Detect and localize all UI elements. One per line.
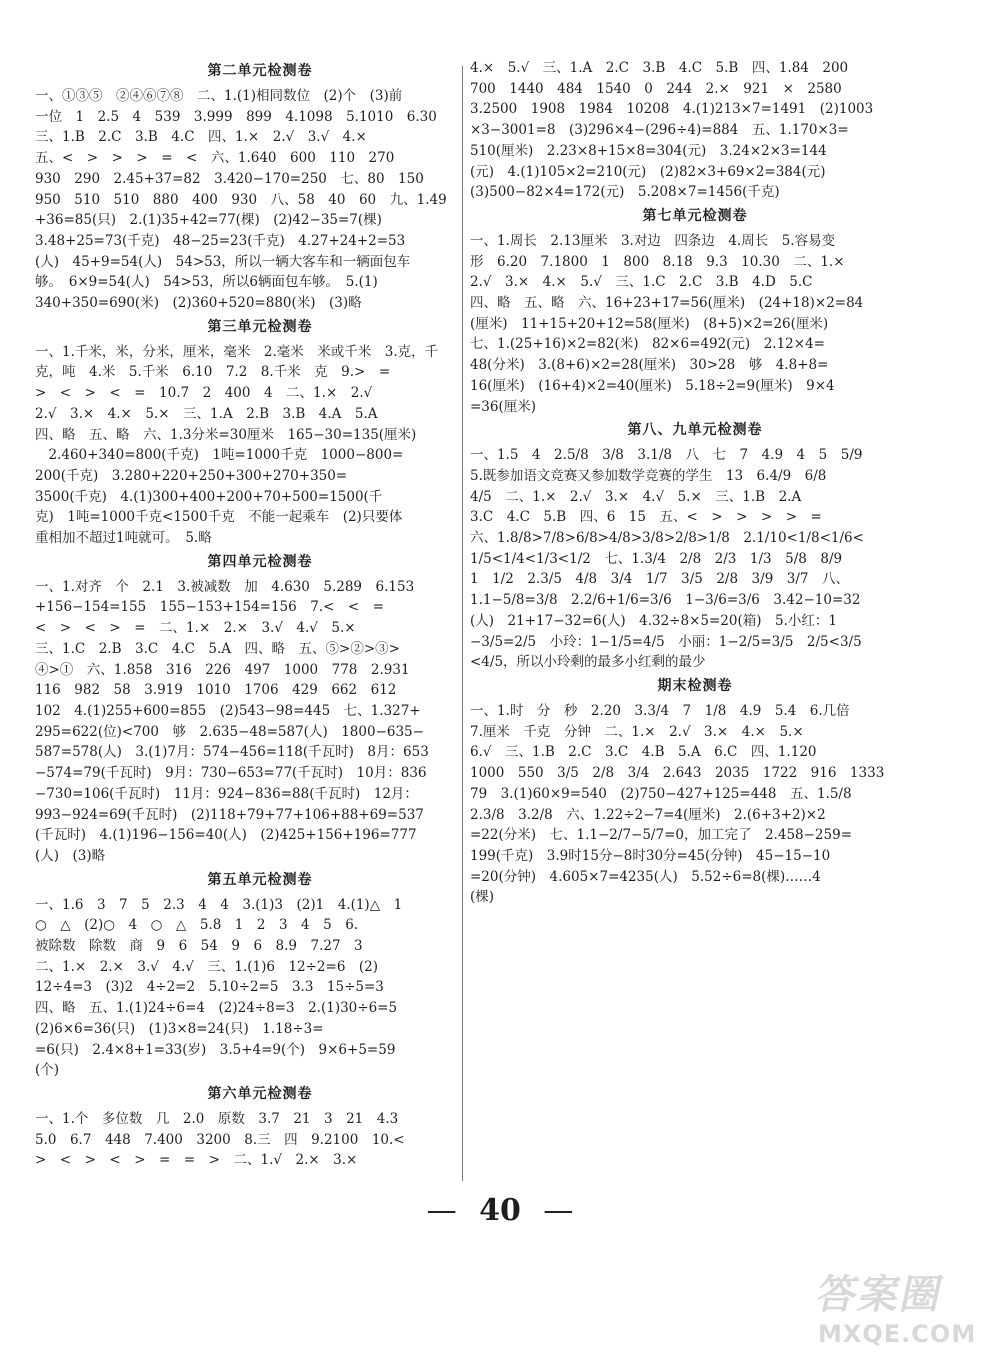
answer-line: 够。 6×9=54(人) 54>53，所以6辆面包车够。 5.(1) bbox=[35, 274, 378, 291]
answer-line: (人) 21+17−32=6(人) 4.32÷8×5=20(箱) 5.小红：1 bbox=[470, 612, 837, 629]
answer-line: ④>① 六、1.858 316 226 497 1000 778 2.931 bbox=[35, 661, 410, 678]
answer-line: 1.1−5/8=3/8 2.2/6+1/6=3/6 1−3/6=3/6 3.42−10=32 bbox=[470, 592, 861, 609]
answer-line: > < > < = 10.7 2 400 4 二、1.× 2.√ bbox=[35, 385, 373, 402]
answer-line: 2.460+340=800(千克) 1吨=1000千克 1000−800= bbox=[35, 447, 404, 464]
answer-line: 950 510 510 880 400 930 八、58 40 60 九、1.49 bbox=[35, 191, 447, 208]
answer-line: 16(厘米) (16+4)×2=40(厘米) 5.18÷2=9(厘米) 9×4 bbox=[470, 377, 835, 394]
answer-line: 1 1/2 2.3/5 4/8 3/4 1/7 3/5 2/8 3/9 3/7 八、 bbox=[470, 571, 850, 588]
answer-section bbox=[470, 419, 920, 673]
watermark-bottom-text: MXQE.COM bbox=[818, 1320, 977, 1348]
answer-line: 一、1.个 多位数 几 2.0 原数 3.7 21 3 21 4.3 bbox=[35, 1110, 399, 1127]
right-column bbox=[470, 58, 920, 910]
answer-section bbox=[470, 205, 920, 417]
answer-line: 5.0 6.7 448 7.400 3200 8.三 四 9.2100 10.< bbox=[35, 1131, 405, 1148]
answer-section bbox=[35, 316, 485, 549]
answer-line: 587=578(人) 3.(1)7月：574−456=118(千瓦时) 8月：653 bbox=[35, 744, 429, 761]
answer-line: 一、1.时 分 秒 2.20 3.3/4 7 1/8 4.9 5.4 6.几倍 bbox=[470, 702, 850, 719]
answer-line: 3.2500 1908 1984 10208 4.(1)213×7=1491 (2)1003 bbox=[470, 101, 874, 118]
answer-line: (人) (3)略 bbox=[35, 847, 106, 864]
answer-line: (元) 4.(1)105×2=210(元) (2)82×3+69×2=384(元) bbox=[470, 163, 826, 180]
answer-line: 3500(千克) 4.(1)300+400+200+70+500=1500(千 bbox=[35, 488, 383, 505]
answer-line: −730=106(千瓦时) 11月：924−836=88(千瓦时) 12月： bbox=[35, 785, 418, 802]
answer-line: +156−154=155 155−153+154=156 7.< < = bbox=[35, 599, 385, 616]
answer-line: 克，吨 4.米 5.千米 6.10 7.2 8.千米 克 9.> = bbox=[35, 364, 391, 381]
answer-line: 二、1.× 2.× 3.√ 4.√ 三、1.(1)6 12÷2=6 (2) bbox=[35, 958, 379, 975]
answer-line: 4.× 5.√ 三、1.A 2.C 3.B 4.C 5.B 四、1.84 200 bbox=[470, 60, 849, 76]
answer-line: ○ △ (2)○ 4 ○ △ 5.8 1 2 3 4 5 6. bbox=[35, 917, 359, 934]
watermark-logo bbox=[812, 1263, 978, 1348]
answer-line: 四、略 五、略 六、1.3分米=30厘米 165−30=135(厘米) bbox=[35, 426, 417, 443]
answer-line: 三、1.B 2.C 3.B 4.C 四、1.× 2.√ 3.√ 4.× bbox=[35, 129, 367, 146]
answer-section bbox=[470, 675, 920, 908]
answer-section bbox=[35, 551, 485, 867]
answer-line: 700 1440 484 1540 0 244 2.× 921 × 2580 bbox=[470, 80, 842, 97]
answer-line: 三、1.C 2.B 3.C 4.C 5.A 四、略 五、⑤>②>③> bbox=[35, 640, 400, 657]
answer-line: < > < > = 二、1.× 2.× 3.√ 4.√ 5.× bbox=[35, 620, 356, 637]
answer-line: 102 4.(1)255+600=855 (2)543−98=445 七、1.327+ bbox=[35, 702, 421, 719]
answer-line: 2.3/8 3.2/8 六、1.22÷2−7=4(厘米) 2.(6+3+2)×2 bbox=[470, 806, 826, 823]
section-title: 第六单元检测卷 bbox=[207, 1085, 313, 1102]
answer-line: (3)500−82×4=172(元) 5.208×7=1456(千克) bbox=[470, 184, 780, 201]
answer-line: (人) 45+9=54(人) 54>53，所以一辆大客车和一辆面包车 bbox=[35, 253, 411, 270]
section-title: 第四单元检测卷 bbox=[207, 553, 313, 570]
answer-line: 510(厘米) 2.23×8+15×8=304(元) 3.24×2×3=144 bbox=[470, 142, 827, 159]
section-title: 第二单元检测卷 bbox=[207, 63, 313, 79]
answer-section bbox=[35, 869, 485, 1081]
answer-line: (千瓦时) 4.(1)196−156=40(人) (2)425+156+196=777 bbox=[35, 827, 417, 844]
answer-line: 48(分米) 3.(8+6)×2=28(厘米) 30>28 够 4.8+8= bbox=[470, 357, 829, 374]
answer-line: 7.厘米 千克 分钟 二、1.× 2.√ 3.× 4.× 5.× bbox=[470, 723, 804, 740]
watermark-top-text: 答案圈 bbox=[812, 1272, 949, 1318]
page-number-dash-right: — bbox=[543, 1193, 574, 1228]
answer-line: 3.48+25=73(千克) 48−25=23(千克) 4.27+24+2=53 bbox=[35, 232, 406, 249]
answer-line: 重相加不超过1吨就可。 5.略 bbox=[35, 530, 212, 547]
answer-line: 993−924=69(千瓦时) (2)118+79+77+106+88+69=537 bbox=[35, 806, 424, 823]
answer-line: ×3−3001=8 (3)296×4−(296÷4)=884 五、1.170×3= bbox=[470, 122, 849, 139]
answer-line: 4/5 二、1.× 2.√ 3.× 4.√ 5.× 三、1.B 2.A bbox=[470, 488, 802, 505]
answer-line: 1/5<1/4<1/3<1/2 七、1.3/4 2/8 2/3 1/3 5/8 8/9 bbox=[470, 550, 843, 567]
answer-line: −3/5=2/5 小玲：1−1/5=4/5 小丽：1−2/5=3/5 2/5<3/5 bbox=[470, 633, 862, 650]
answer-line: 一、①③⑤ ②④⑥⑦⑧ 二、1.(1)相同数位 (2)个 (3)前 bbox=[35, 88, 403, 104]
answer-line: 五、< > > > = < 六、1.640 600 110 270 bbox=[35, 150, 395, 167]
answer-line: =22(分米) 七、1.1−2/7−5/7=0，加工完了 2.458−259= bbox=[470, 827, 853, 844]
answer-line: 2.√ 3.× 4.× 5.× 三、1.A 2.B 3.B 4.A 5.A bbox=[35, 405, 378, 422]
answer-line: 12÷4=3 (3)2 4÷2=2 5.10÷2=5 3.3 15÷5=3 bbox=[35, 979, 384, 996]
answer-line: 一、1.5 4 2.5/8 3/8 3.1/8 八 七 7 4.9 4 5 5/9 bbox=[470, 447, 863, 464]
answer-line: <4/5，所以小玲剩的最多小红剩的最少 bbox=[470, 654, 706, 671]
page-number-value: 40 bbox=[479, 1193, 521, 1228]
answer-line: (棵) bbox=[470, 889, 495, 906]
answer-line: 3.C 4.C 5.B 四、6 15 五、< > > > > = bbox=[470, 509, 822, 526]
answer-line: 200(千克) 3.280+220+250+300+270+350= bbox=[35, 467, 348, 484]
answer-line: 116 982 58 3.919 1010 1706 429 662 612 bbox=[35, 682, 397, 699]
answer-line: 1000 550 3/5 2/8 3/4 2.643 2035 1722 916 1333 bbox=[470, 765, 885, 782]
section-title: 第三单元检测卷 bbox=[207, 318, 313, 335]
answer-line: > < > < > = = > 二、1.√ 2.× 3.× bbox=[35, 1152, 358, 1169]
answer-line: =6(只) 2.4×8+1=33(岁) 3.5+4=9(个) 9×6+5=59 bbox=[35, 1041, 396, 1058]
answer-line: 199(千克) 3.9时15分−8时30分=45(分钟) 45−15−10 bbox=[470, 847, 831, 864]
answer-section bbox=[35, 60, 485, 314]
answer-line: 295=622(位)<700 够 2.635−48=587(人) 1800−635− bbox=[35, 723, 424, 740]
answer-section bbox=[35, 1083, 485, 1171]
section-title: 第五单元检测卷 bbox=[207, 871, 313, 888]
answer-line: 克) 1吨=1000千克<1500千克 不能一起乘车 (2)只要体 bbox=[35, 509, 403, 526]
answer-line: (2)6×6=36(只) (1)3×8=24(只) 1.18÷3= bbox=[35, 1020, 324, 1037]
answer-line: (厘米) 11+15+20+12=58(厘米) (8+5)×2=26(厘米) bbox=[470, 315, 829, 332]
answer-line: 被除数 除数 商 9 6 54 9 6 8.9 7.27 3 bbox=[35, 938, 363, 955]
answer-line: =36(厘米) bbox=[470, 398, 537, 415]
answer-line: 一位 1 2.5 4 539 3.999 899 4.1098 5.1010 6.30 bbox=[35, 108, 437, 125]
section-title: 期末检测卷 bbox=[657, 677, 733, 694]
answer-line: =20(分钟) 4.605×7=4235(人) 5.52÷6=8(棵)……4 bbox=[470, 868, 821, 885]
answer-line: 形 6.20 7.1800 1 800 8.18 9.3 10.30 二、1.× bbox=[470, 253, 845, 270]
answer-line: 930 290 2.45+37=82 3.420−170=250 七、80 150 bbox=[35, 170, 424, 187]
left-column bbox=[35, 58, 485, 1173]
answer-line: 79 3.(1)60×9=540 (2)750−427+125=448 五、1.5/8 bbox=[470, 785, 852, 802]
answer-line: +36=85(只) 2.(1)35+42=77(棵) (2)42−35=7(棵) bbox=[35, 212, 382, 229]
answer-line: 六、1.8/8>7/8>6/8>4/8>3/8>2/8>1/8 2.1/10<1/8<1/6< bbox=[470, 530, 864, 547]
section-title: 第八、九单元检测卷 bbox=[627, 422, 763, 439]
answer-line: 一、1.千米，米，分米，厘米，毫米 2.毫米 米或千米 3.克，千 bbox=[35, 343, 439, 360]
answer-line: 四、略 五、略 六、16+23+17=56(厘米) (24+18)×2=84 bbox=[470, 295, 864, 312]
section-title: 第七单元检测卷 bbox=[642, 207, 748, 224]
answer-line: 5.既参加语文竞赛又参加数学竞赛的学生 13 6.4/9 6/8 bbox=[470, 467, 827, 484]
answer-line: 2.√ 3.× 4.× 5.√ 三、1.C 2.C 3.B 4.D 5.C bbox=[470, 274, 813, 291]
column-divider bbox=[462, 66, 463, 1181]
answer-line: 340+350=690(米) (2)360+520=880(米) (3)略 bbox=[35, 295, 362, 312]
page-number bbox=[0, 1193, 1000, 1228]
answer-section bbox=[470, 58, 920, 203]
answer-line: 一、1.对齐 个 2.1 3.被减数 加 4.630 5.289 6.153 bbox=[35, 578, 415, 595]
answer-line: 一、1.周长 2.13厘米 3.对边 四条边 4.周长 5.容易变 bbox=[470, 232, 836, 249]
page-number-dash-left: — bbox=[426, 1193, 457, 1228]
answer-line: −574=79(千瓦时) 9月：730−653=77(千瓦时) 10月：836 bbox=[35, 765, 427, 782]
answer-line: 四、略 五、1.(1)24÷6=4 (2)24÷8=3 2.(1)30÷6=5 bbox=[35, 1000, 398, 1017]
answer-line: (个) bbox=[35, 1062, 60, 1079]
answer-line: 一、1.6 3 7 5 2.3 4 4 3.(1)3 (2)1 4.(1)△ 1 bbox=[35, 896, 403, 913]
answer-line: 6.√ 三、1.B 2.C 3.C 4.B 5.A 6.C 四、1.120 bbox=[470, 744, 817, 761]
answer-line: 七、1.(25+16)×2=82(米) 82×6=492(元) 2.12×4= bbox=[470, 336, 825, 353]
